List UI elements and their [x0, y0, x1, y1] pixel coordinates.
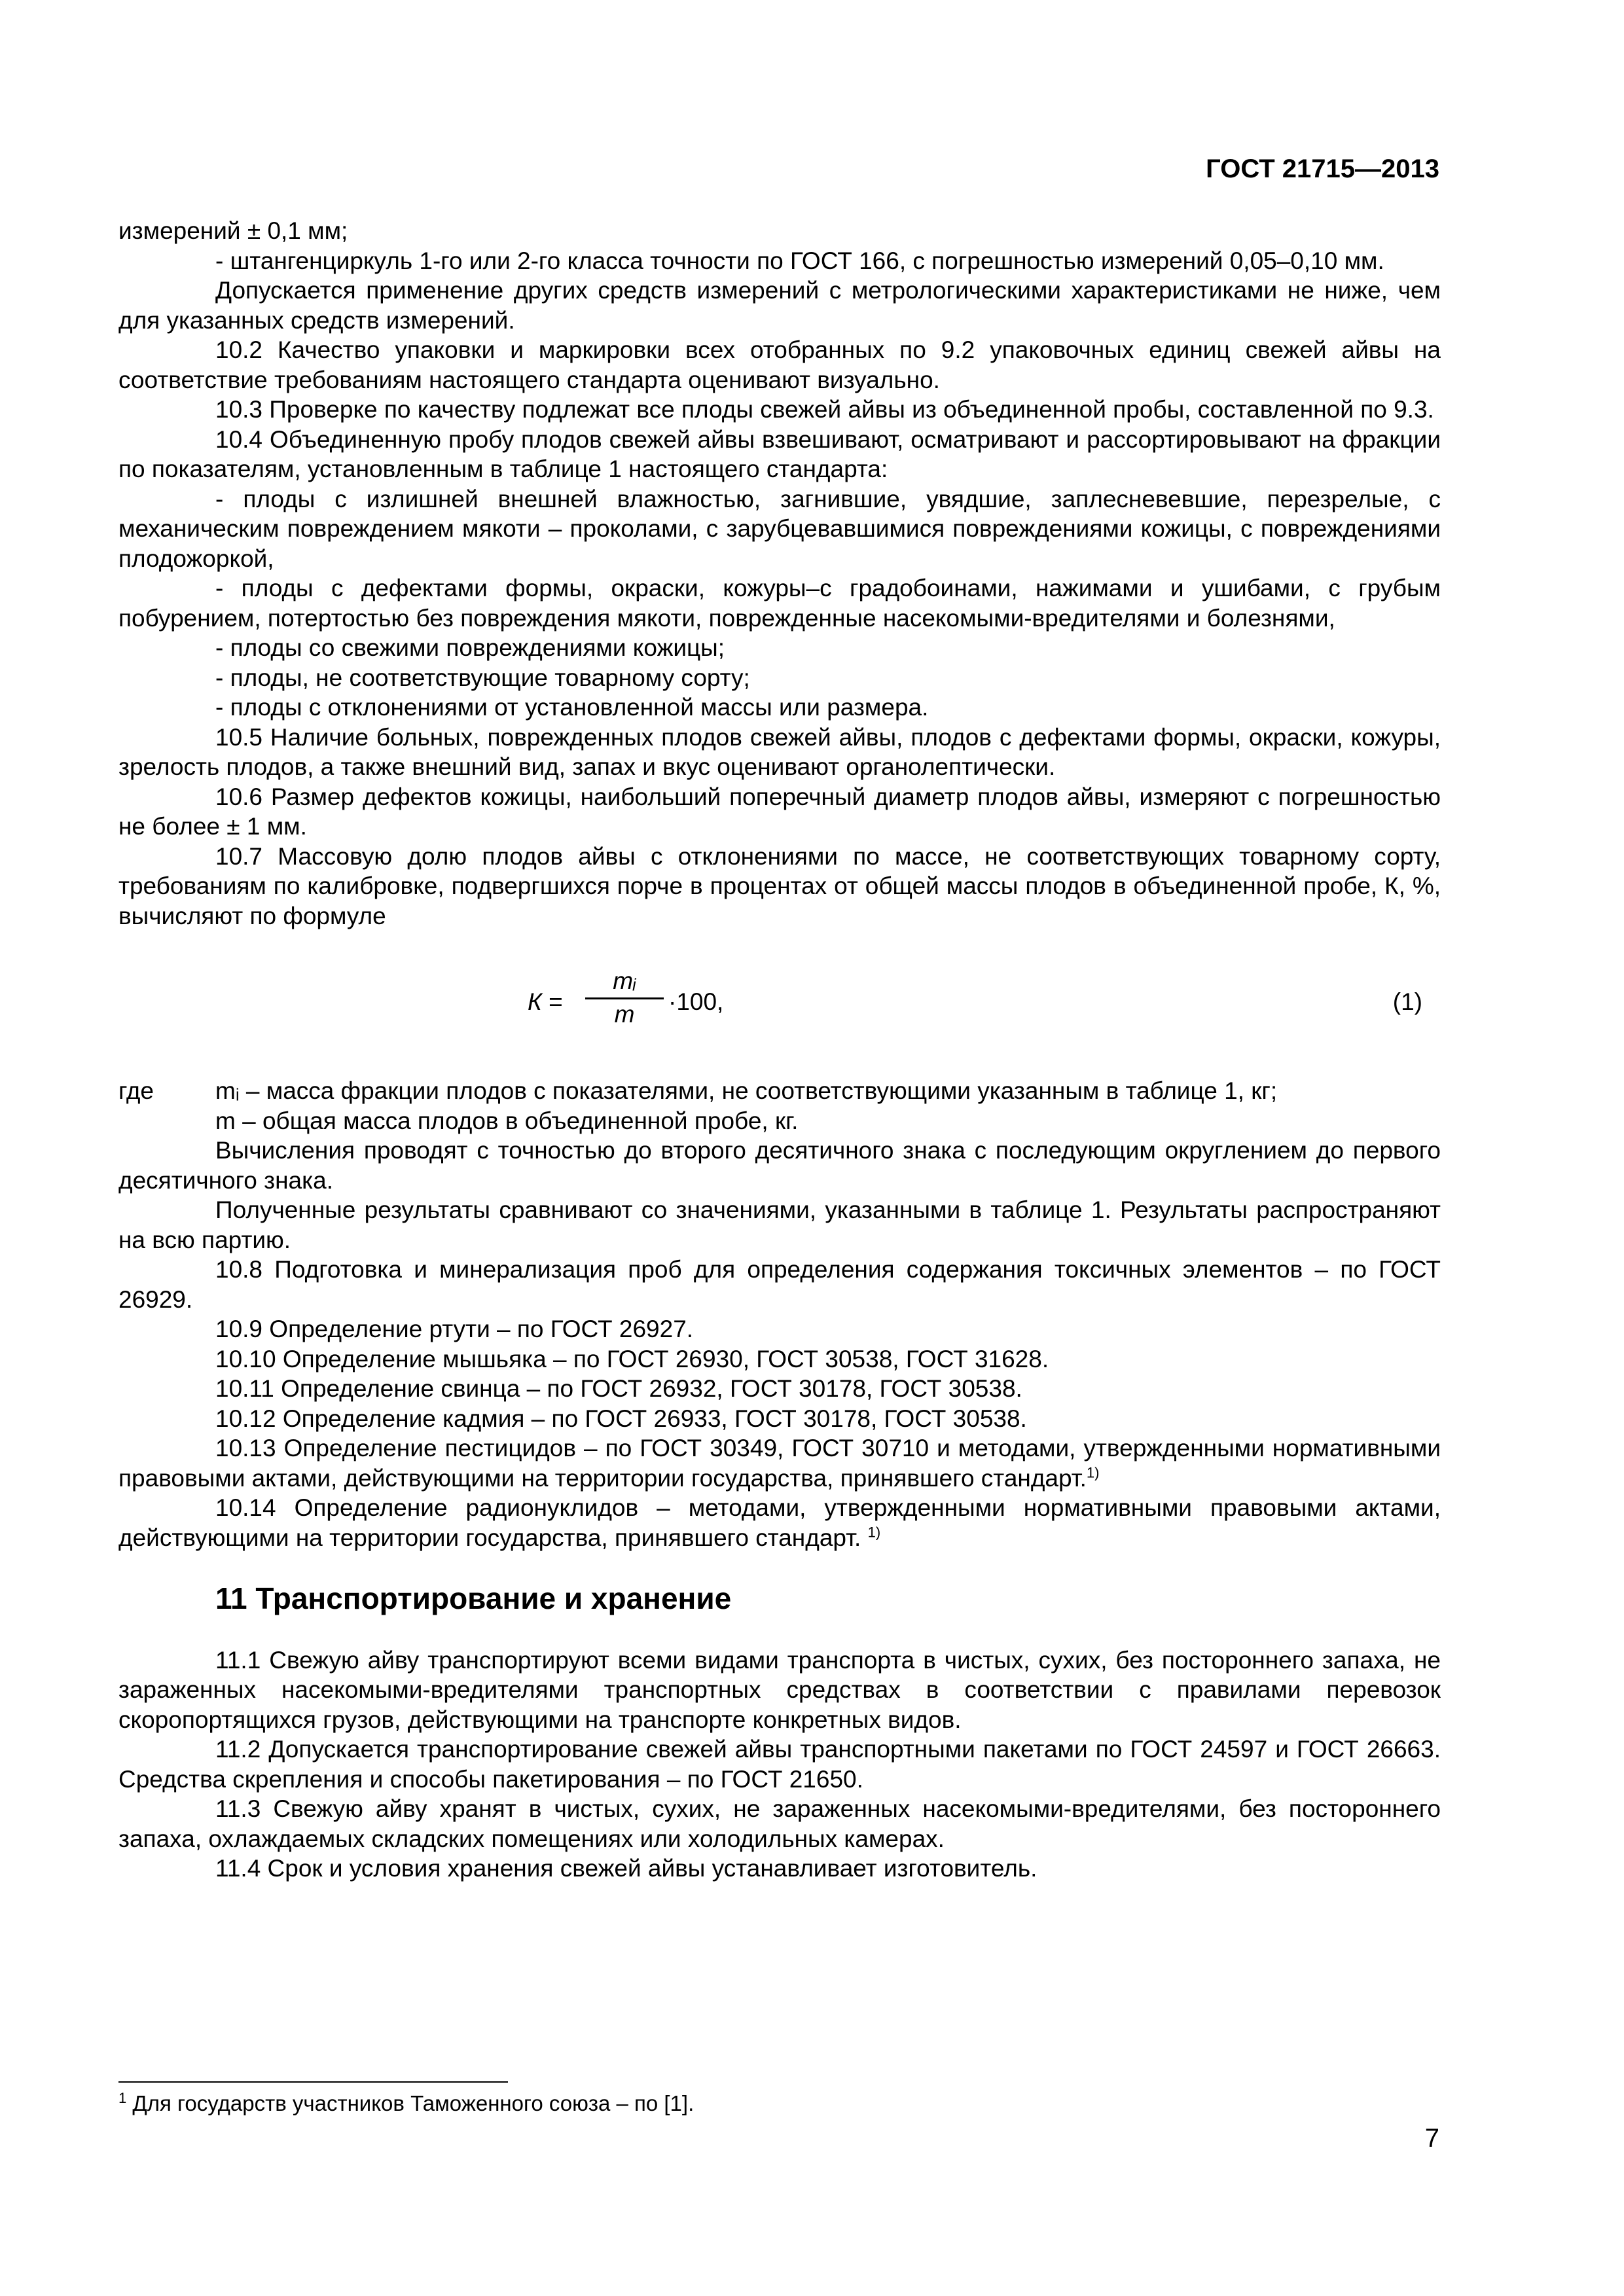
paragraph: 11.2 Допускается транспортирование свежей айвы транспортными пакетами по ГОСТ 24597 и ГОСТ 26663. Средства скрепления и способы пакетирования – по ГОСТ 21650. [118, 1736, 1441, 1793]
paragraph-text: 10.14 Определение радионуклидов – методами, утвержденными нормативными правовыми актами, действующими на территории государства, принявшего стандарт. [118, 1494, 1441, 1551]
paragraph: - плоды, не соответствующие товарному сорту; [215, 664, 750, 691]
paragraph: - плоды с отклонениями от установленной массы или размера. [215, 694, 929, 721]
footnote-reference[interactable]: 1) [867, 1524, 881, 1541]
paragraph: 10.6 Размер дефектов кожицы, наибольший поперечный диаметр плодов айвы, измеряют с погрешностью не более ± 1 мм. [118, 783, 1441, 840]
legend-line: mᵢ – масса фракции плодов с показателями, не соответствующими указанным в таблице 1, кг; [215, 1077, 1278, 1104]
footnote-separator [118, 2081, 508, 2083]
page-number: 7 [1424, 2124, 1439, 2153]
paragraph: 10.8 Подготовка и минерализация проб для определения содержания токсичных элементов – по ГОСТ 26929. [118, 1256, 1441, 1313]
formula-number: (1) [1392, 988, 1422, 1015]
formula-lhs [528, 987, 563, 1017]
paragraph: Вычисления проводят с точностью до второго десятичного знака с последующим округлением до первого десятичного знака. [118, 1137, 1441, 1194]
formula-fraction [585, 966, 664, 1029]
paragraph: 10.4 Объединенную пробу плодов свежей айвы взвешивают, осматривают и рассортировывают на фракции по показателям, установленным в таблице 1 настоящего стандарта: [118, 425, 1441, 482]
paragraph-10-14 [118, 1493, 1441, 1552]
paragraph: 10.11 Определение свинца – по ГОСТ 26932, ГОСТ 30178, ГОСТ 30538. [215, 1375, 1022, 1402]
paragraph: - плоды со свежими повреждениями кожицы; [215, 634, 725, 661]
paragraph: - плоды с излишней внешней влажностью, загнившие, увядшие, заплесневевшие, перезрелые, с механическим повреждением мякоти – проколами, с зарубцевавшимися повреждениями кожицы, с повреждениями плодожоркой, [118, 485, 1441, 572]
formula-variable-k: К [528, 988, 542, 1015]
paragraph: 10.12 Определение кадмия – по ГОСТ 26933, ГОСТ 30178, ГОСТ 30538. [215, 1405, 1027, 1432]
footnote-text: Для государств участников Таможенного союза – по [1]. [126, 2091, 695, 2115]
formula-numerator: mᵢ [613, 967, 636, 994]
formula-legend [118, 1076, 1441, 1106]
formula-multiplier: ·100, [668, 988, 724, 1015]
paragraph: 10.10 Определение мышьяка – по ГОСТ 26930, ГОСТ 30538, ГОСТ 31628. [215, 1345, 1049, 1372]
where-label: где [118, 1077, 154, 1104]
document-code-header: ГОСТ 21715—2013 [1206, 154, 1439, 183]
paragraph: 11.4 Срок и условия хранения свежей айвы устанавливает изготовитель. [215, 1855, 1038, 1882]
paragraph: 10.9 Определение ртути – по ГОСТ 26927. [215, 1316, 694, 1342]
paragraph: - плоды с дефектами формы, окраски, кожуры–с градобоинами, нажимами и ушибами, с грубым побурением, потертостью без повреждения мякоти, поврежденные насекомыми-вредителями и болезнями, [118, 575, 1441, 632]
paragraph: Допускается применение других средств измерений с метрологическими характеристиками не ниже, чем для указанных средств измерений. [118, 277, 1441, 334]
paragraph: 10.3 Проверке по качеству подлежат все плоды свежей айвы из объединенной пробы, составленной по 9.3. [215, 396, 1434, 423]
paragraph: Полученные результаты сравнивают со значениями, указанными в таблице 1. Результаты распространяют на всю партию. [118, 1196, 1441, 1253]
paragraph: 10.7 Массовую долю плодов айвы с отклонениями по массе, не соответствующих товарному сорту, требованиям по калибровке, подвергшихся порче в процентах от общей массы плодов в объединенной пробе, К, %, вычисляют по формуле [118, 842, 1441, 929]
footnote [118, 2091, 694, 2116]
paragraph-text: 10.13 Определение пестицидов – по ГОСТ 30349, ГОСТ 30710 и методами, утвержденными нормативными правовыми актами, действующими на территории государства, принявшего стандарт. [118, 1435, 1441, 1492]
page-body [118, 216, 1441, 1884]
paragraph: - штангенциркуль 1-го или 2-го класса точности по ГОСТ 166, с погрешностью измерений 0,05–0,10 мм. [215, 247, 1384, 274]
section-heading: 11 Транспортирование и хранение [215, 1581, 732, 1615]
paragraph: 11.1 Свежую айву транспортируют всеми видами транспорта в чистых, сухих, без постороннего запаха, не зараженных насекомыми-вредителями транспортных средствах в соответствии с правилами перевозок скоропортящихся грузов, действующими на транспорте конкретных видов. [118, 1646, 1441, 1733]
formula-denominator: m [614, 1000, 635, 1028]
formula-equals: = [549, 988, 563, 1015]
paragraph: 10.2 Качество упаковки и маркировки всех отобранных по 9.2 упаковочных единиц свежей айвы на соответствие требованиям настоящего стандарта оценивают визуально. [118, 336, 1441, 393]
paragraph: 11.3 Свежую айву хранят в чистых, сухих, не зараженных насекомыми-вредителями, без постороннего запаха, охлаждаемых складских помещениях или холодильных камерах. [118, 1795, 1441, 1852]
paragraph: 10.5 Наличие больных, поврежденных плодов свежей айвы, плодов с дефектами формы, окраски, кожуры, зрелость плодов, а также внешний вид, запах и вкус оценивают органолептически. [118, 723, 1441, 780]
legend-line: m – общая масса плодов в объединенной пробе, кг. [215, 1107, 799, 1134]
footnote-reference[interactable]: 1) [1086, 1464, 1100, 1481]
footnote-mark: 1 [118, 2090, 127, 2106]
paragraph: измерений ± 0,1 мм; [118, 217, 348, 244]
formula-1 [118, 961, 1441, 1052]
paragraph-10-13 [118, 1433, 1441, 1493]
